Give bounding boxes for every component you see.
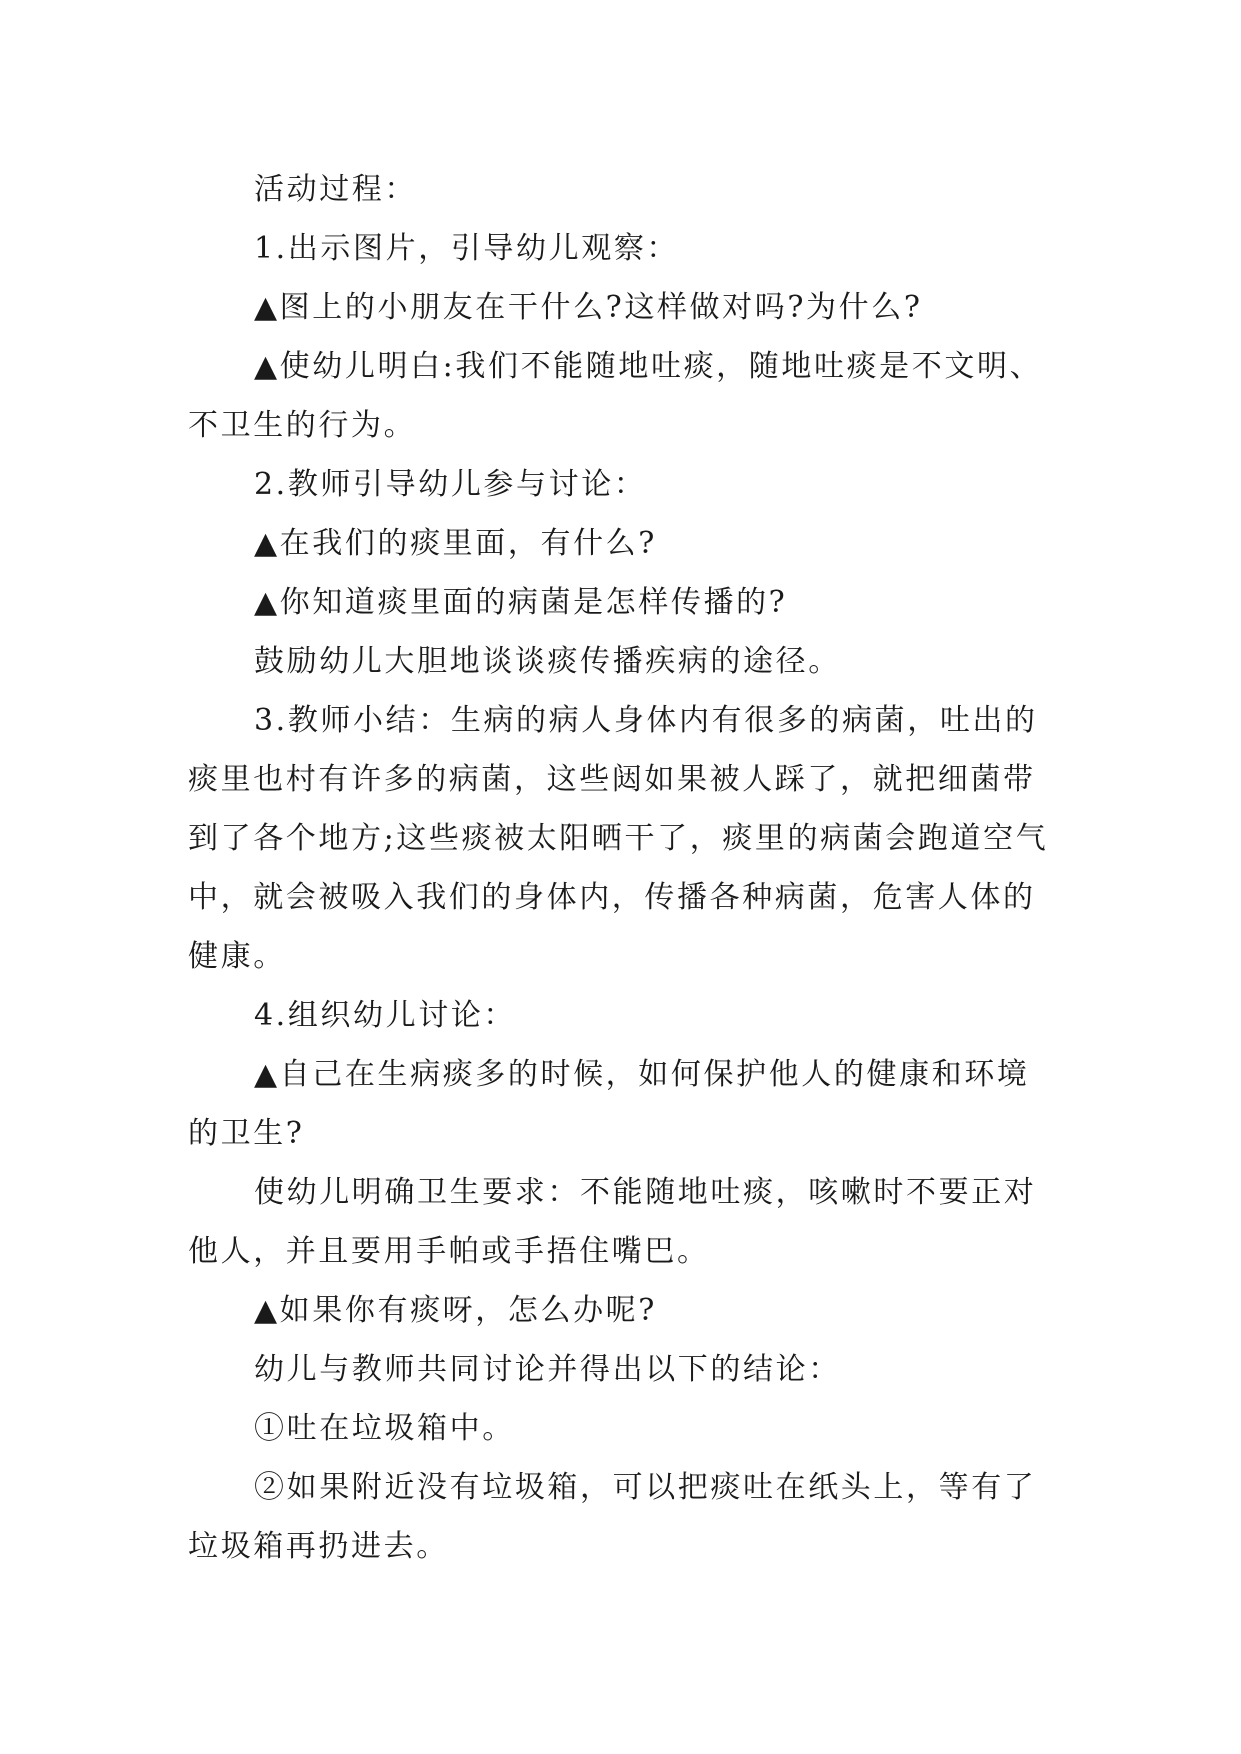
paragraph-question-picture: ▲图上的小朋友在干什么?这样做对吗?为什么? bbox=[254, 290, 923, 325]
document-body bbox=[188, 160, 1058, 1576]
paragraph-step-1: 1.出示图片，引导幼儿观察： bbox=[254, 231, 680, 266]
paragraph-step-2: 2.教师引导幼儿参与讨论： bbox=[254, 467, 647, 502]
paragraph-encourage-discussion: 鼓励幼儿大胆地谈谈痰传播疾病的途径。 bbox=[254, 644, 841, 679]
paragraph-step-3-summary: 3.教师小结：生病的病人身体内有很多的病菌，吐出的痰里也村有许多的病菌，这些闼如果被人踩了，就把细菌带到了各个地方;这些痰被太阳晒干了，痰里的病菌会跑道空气中，就会被吸入我们的身体内，传播各种病菌，危害人体的健康。 bbox=[188, 703, 1049, 974]
paragraph-no-spitting: ▲使幼儿明白:我们不能随地吐痰，随地吐痰是不文明、不卫生的行为。 bbox=[188, 349, 1043, 443]
paragraph-conclusion-intro: 幼儿与教师共同讨论并得出以下的结论： bbox=[254, 1352, 841, 1387]
paragraph-conclusion-1: ①吐在垃圾箱中。 bbox=[254, 1411, 515, 1446]
paragraph-question-what-to-do: ▲如果你有痰呀，怎么办呢? bbox=[254, 1293, 657, 1328]
paragraph-step-4: 4.组织幼儿讨论： bbox=[254, 998, 517, 1033]
paragraph-activity-process-heading: 活动过程： bbox=[254, 172, 417, 207]
paragraph-question-germ-spread: ▲你知道痰里面的病菌是怎样传播的? bbox=[254, 585, 788, 620]
paragraph-hygiene-requirements: 使幼儿明确卫生要求：不能随地吐痰，咳嗽时不要正对他人，并且要用手帕或手捂住嘴巴。 bbox=[188, 1175, 1037, 1269]
paragraph-question-phlegm-contents: ▲在我们的痰里面，有什么? bbox=[254, 526, 657, 561]
paragraph-conclusion-2: ②如果附近没有垃圾箱，可以把痰吐在纸头上，等有了垃圾箱再扔进去。 bbox=[188, 1470, 1037, 1564]
paragraph-question-protect-others: ▲自己在生病痰多的时候，如何保护他人的健康和环境的卫生? bbox=[188, 1057, 1030, 1151]
